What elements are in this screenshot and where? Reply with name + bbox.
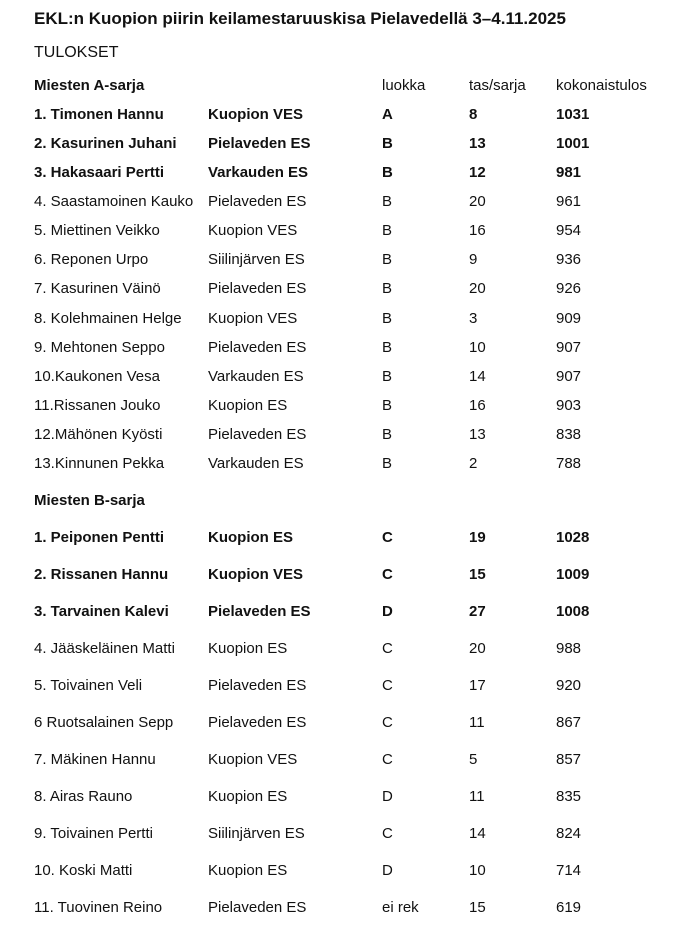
- class-rank: 12: [469, 164, 486, 182]
- player-class: D: [382, 603, 393, 620]
- total-score: 907: [556, 338, 582, 356]
- result-row: [0, 222, 691, 244]
- player-class: B: [382, 454, 393, 472]
- class-rank: 10: [469, 338, 486, 356]
- results-subtitle: TULOKSET: [34, 44, 119, 61]
- club-name: Siilinjärven ES: [208, 251, 305, 269]
- class-rank: 16: [469, 396, 486, 414]
- club-name: Pielaveden ES: [208, 280, 307, 298]
- player-class: C: [382, 714, 393, 731]
- total-score: 903: [556, 396, 582, 414]
- class-rank: 16: [469, 222, 486, 240]
- club-name: Pielaveden ES: [208, 899, 307, 916]
- player-class: D: [382, 862, 393, 879]
- club-name: Pielaveden ES: [208, 677, 307, 694]
- player-class: B: [382, 222, 393, 240]
- player-name: 8. Airas Rauno: [34, 788, 133, 805]
- total-score: 824: [556, 825, 582, 842]
- class-rank: 10: [469, 862, 486, 879]
- club-name: Kuopion ES: [208, 529, 293, 546]
- club-name: Pielaveden ES: [208, 193, 307, 211]
- total-score: 835: [556, 788, 582, 805]
- total-score: 867: [556, 714, 582, 731]
- club-name: Pielaveden ES: [208, 338, 307, 356]
- result-row: [0, 455, 691, 477]
- player-class: B: [382, 193, 393, 211]
- player-class: B: [382, 164, 393, 182]
- class-rank: 20: [469, 640, 486, 657]
- column-header-class: luokka: [382, 77, 426, 94]
- club-name: Pielaveden ES: [208, 603, 311, 620]
- class-rank: 20: [469, 193, 486, 211]
- class-rank: 14: [469, 825, 486, 842]
- class-rank: 15: [469, 899, 486, 916]
- column-header-total: kokonaistulos: [556, 77, 647, 94]
- player-name: 6 Ruotsalainen Sepp: [34, 714, 174, 731]
- club-name: Pielaveden ES: [208, 135, 311, 153]
- result-row: [0, 251, 691, 273]
- player-name: 4. Jääskeläinen Matti: [34, 640, 175, 657]
- class-rank: 20: [469, 280, 486, 298]
- club-name: Kuopion VES: [208, 106, 303, 123]
- series-a-title: Miesten A-sarja: [34, 77, 145, 94]
- result-row: [0, 899, 691, 921]
- result-row: [0, 193, 691, 215]
- result-row: [0, 368, 691, 390]
- total-score: 788: [556, 454, 582, 472]
- player-name: 9. Mehtonen Seppo: [34, 338, 165, 356]
- club-name: Varkauden ES: [208, 164, 309, 182]
- player-name: 2. Kasurinen Juhani: [34, 135, 177, 153]
- club-name: Kuopion VES: [208, 309, 298, 327]
- total-score: 961: [556, 193, 582, 211]
- class-rank: 27: [469, 603, 486, 620]
- club-name: Pielaveden ES: [208, 714, 307, 731]
- player-class: A: [382, 106, 393, 123]
- player-name: 2. Rissanen Hannu: [34, 566, 169, 583]
- result-row: [0, 529, 691, 551]
- player-class: B: [382, 135, 393, 153]
- total-score: 981: [556, 164, 582, 182]
- total-score: 619: [556, 899, 582, 916]
- total-score: 838: [556, 425, 582, 443]
- player-name: 10.Kaukonen Vesa: [34, 367, 160, 385]
- player-class: C: [382, 825, 393, 842]
- result-row: [0, 280, 691, 302]
- club-name: Kuopion ES: [208, 396, 288, 414]
- player-class: B: [382, 338, 393, 356]
- player-class: ei rek: [382, 899, 419, 916]
- player-name: 4. Saastamoinen Kauko: [34, 193, 194, 211]
- result-row: [0, 339, 691, 361]
- total-score: 1001: [556, 135, 590, 153]
- class-rank: 13: [469, 425, 486, 443]
- player-class: B: [382, 425, 393, 443]
- player-class: B: [382, 367, 393, 385]
- page-title: EKL:n Kuopion piirin keilamestaruuskisa Pielavedellä 3–4.11.2025: [34, 9, 566, 28]
- result-row: [0, 603, 691, 625]
- class-rank: 17: [469, 677, 486, 694]
- player-name: 13.Kinnunen Pekka: [34, 454, 165, 472]
- result-row: [0, 426, 691, 448]
- result-row: [0, 397, 691, 419]
- result-row: [0, 310, 691, 332]
- result-row: [0, 640, 691, 662]
- club-name: Kuopion ES: [208, 640, 288, 657]
- player-class: B: [382, 309, 393, 327]
- result-row: [0, 751, 691, 773]
- player-name: 1. Peiponen Pentti: [34, 529, 165, 546]
- total-score: 857: [556, 751, 582, 768]
- total-score: 909: [556, 309, 582, 327]
- class-rank: 3: [469, 309, 478, 327]
- club-name: Siilinjärven ES: [208, 825, 305, 842]
- class-rank: 11: [469, 788, 485, 805]
- class-rank: 15: [469, 566, 486, 583]
- total-score: 954: [556, 222, 582, 240]
- player-name: 7. Mäkinen Hannu: [34, 751, 156, 768]
- player-name: 8. Kolehmainen Helge: [34, 309, 182, 327]
- total-score: 1008: [556, 603, 590, 620]
- total-score: 926: [556, 280, 582, 298]
- player-name: 1. Timonen Hannu: [34, 106, 164, 123]
- club-name: Kuopion VES: [208, 222, 298, 240]
- club-name: Kuopion ES: [208, 862, 288, 879]
- player-class: C: [382, 677, 393, 694]
- series-b-title: Miesten B-sarja: [34, 492, 145, 509]
- player-name: 5. Miettinen Veikko: [34, 222, 160, 240]
- class-rank: 19: [469, 529, 486, 546]
- player-class: C: [382, 751, 393, 768]
- player-class: B: [382, 280, 393, 298]
- player-class: D: [382, 788, 393, 805]
- class-rank: 11: [469, 714, 485, 731]
- result-row: [0, 106, 691, 128]
- total-score: 936: [556, 251, 582, 269]
- class-rank: 2: [469, 454, 478, 472]
- player-class: C: [382, 640, 393, 657]
- total-score: 920: [556, 677, 582, 694]
- total-score: 907: [556, 367, 582, 385]
- club-name: Pielaveden ES: [208, 425, 307, 443]
- result-row: [0, 566, 691, 588]
- player-name: 5. Toivainen Veli: [34, 677, 143, 694]
- class-rank: 13: [469, 135, 486, 153]
- result-row: [0, 788, 691, 810]
- player-name: 11.Rissanen Jouko: [34, 396, 161, 414]
- club-name: Varkauden ES: [208, 454, 304, 472]
- total-score: 714: [556, 862, 582, 879]
- club-name: Kuopion VES: [208, 751, 298, 768]
- result-row: [0, 164, 691, 186]
- result-row: [0, 677, 691, 699]
- player-name: 3. Hakasaari Pertti: [34, 164, 165, 182]
- player-name: 11. Tuovinen Reino: [34, 899, 163, 916]
- result-row: [0, 714, 691, 736]
- player-name: 6. Reponen Urpo: [34, 251, 149, 269]
- class-rank: 14: [469, 367, 486, 385]
- player-name: 10. Koski Matti: [34, 862, 133, 879]
- player-name: 9. Toivainen Pertti: [34, 825, 153, 842]
- player-name: 3. Tarvainen Kalevi: [34, 603, 169, 620]
- club-name: Kuopion VES: [208, 566, 303, 583]
- class-rank: 5: [469, 751, 478, 768]
- club-name: Kuopion ES: [208, 788, 288, 805]
- result-row: [0, 135, 691, 157]
- class-rank: 8: [469, 106, 478, 123]
- player-name: 7. Kasurinen Väinö: [34, 280, 161, 298]
- club-name: Varkauden ES: [208, 367, 304, 385]
- class-rank: 9: [469, 251, 478, 269]
- player-class: C: [382, 566, 393, 583]
- column-header-rank: tas/sarja: [469, 77, 526, 94]
- player-class: B: [382, 251, 393, 269]
- total-score: 1009: [556, 566, 590, 583]
- player-class: C: [382, 529, 393, 546]
- total-score: 1031: [556, 106, 590, 123]
- player-class: B: [382, 396, 393, 414]
- result-row: [0, 825, 691, 847]
- result-row: [0, 862, 691, 884]
- total-score: 988: [556, 640, 582, 657]
- total-score: 1028: [556, 529, 590, 546]
- player-name: 12.Mähönen Kyösti: [34, 425, 163, 443]
